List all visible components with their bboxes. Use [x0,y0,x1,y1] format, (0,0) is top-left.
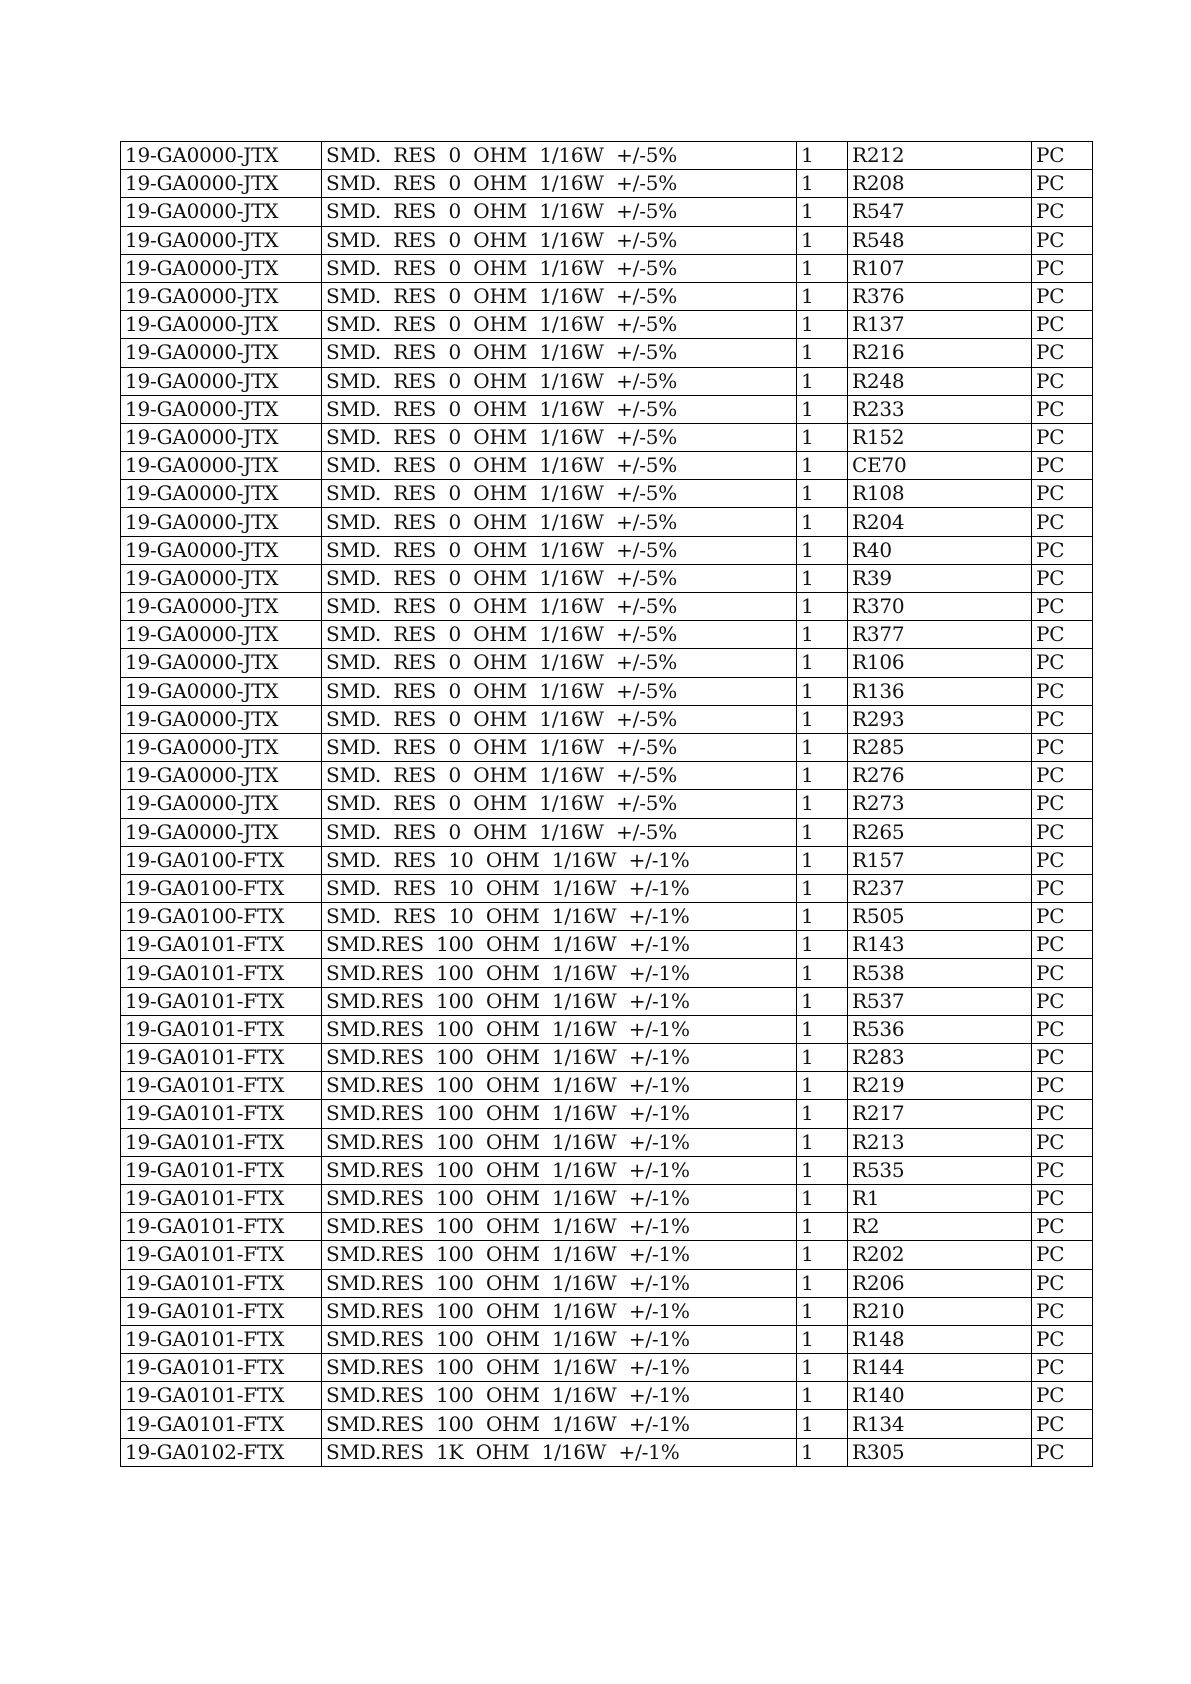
unit-cell: PC [1032,198,1093,226]
quantity-cell: 1 [797,790,848,818]
quantity-cell: 1 [797,1410,848,1438]
part-number-cell: 19-GA0000-JTX [121,282,322,310]
table-row [121,282,1093,310]
reference-designator-cell: R152 [848,423,1032,451]
reference-designator-cell: R148 [848,1325,1032,1353]
description-cell: SMD.RES 100 OHM 1/16W +/-1% [322,1072,797,1100]
reference-designator-cell: R265 [848,818,1032,846]
reference-designator-cell: R273 [848,790,1032,818]
unit-cell: PC [1032,480,1093,508]
description-cell: SMD. RES 0 OHM 1/16W +/-5% [322,762,797,790]
unit-cell: PC [1032,1241,1093,1269]
description-cell: SMD. RES 10 OHM 1/16W +/-1% [322,874,797,902]
quantity-cell: 1 [797,593,848,621]
part-number-cell: 19-GA0101-FTX [121,1410,322,1438]
unit-cell: PC [1032,1438,1093,1466]
quantity-cell: 1 [797,931,848,959]
description-cell: SMD. RES 0 OHM 1/16W +/-5% [322,423,797,451]
quantity-cell: 1 [797,846,848,874]
part-number-cell: 19-GA0000-JTX [121,818,322,846]
description-cell: SMD.RES 1K OHM 1/16W +/-1% [322,1438,797,1466]
part-number-cell: 19-GA0100-FTX [121,846,322,874]
unit-cell: PC [1032,649,1093,677]
table-row [121,1410,1093,1438]
part-number-cell: 19-GA0000-JTX [121,142,322,170]
description-cell: SMD.RES 100 OHM 1/16W +/-1% [322,1184,797,1212]
unit-cell: PC [1032,705,1093,733]
unit-cell: PC [1032,1213,1093,1241]
part-number-cell: 19-GA0000-JTX [121,508,322,536]
table-row [121,1156,1093,1184]
reference-designator-cell: R140 [848,1382,1032,1410]
quantity-cell: 1 [797,733,848,761]
part-number-cell: 19-GA0101-FTX [121,931,322,959]
quantity-cell: 1 [797,818,848,846]
quantity-cell: 1 [797,1100,848,1128]
description-cell: SMD. RES 0 OHM 1/16W +/-5% [322,733,797,761]
description-cell: SMD. RES 0 OHM 1/16W +/-5% [322,452,797,480]
part-number-cell: 19-GA0000-JTX [121,621,322,649]
part-number-cell: 19-GA0101-FTX [121,987,322,1015]
table-row [121,564,1093,592]
description-cell: SMD.RES 100 OHM 1/16W +/-1% [322,1410,797,1438]
reference-designator-cell: R157 [848,846,1032,874]
unit-cell: PC [1032,1410,1093,1438]
quantity-cell: 1 [797,649,848,677]
reference-designator-cell: R206 [848,1269,1032,1297]
unit-cell: PC [1032,339,1093,367]
unit-cell: PC [1032,1100,1093,1128]
table-row [121,1213,1093,1241]
table-row [121,367,1093,395]
description-cell: SMD. RES 10 OHM 1/16W +/-1% [322,903,797,931]
reference-designator-cell: R219 [848,1072,1032,1100]
table-row [121,1269,1093,1297]
table-row [121,874,1093,902]
unit-cell: PC [1032,931,1093,959]
part-number-cell: 19-GA0101-FTX [121,1072,322,1100]
quantity-cell: 1 [797,1382,848,1410]
description-cell: SMD. RES 0 OHM 1/16W +/-5% [322,170,797,198]
table-row [121,1438,1093,1466]
unit-cell: PC [1032,536,1093,564]
part-number-cell: 19-GA0000-JTX [121,339,322,367]
description-cell: SMD.RES 100 OHM 1/16W +/-1% [322,1325,797,1353]
unit-cell: PC [1032,508,1093,536]
unit-cell: PC [1032,1325,1093,1353]
quantity-cell: 1 [797,621,848,649]
description-cell: SMD.RES 100 OHM 1/16W +/-1% [322,987,797,1015]
unit-cell: PC [1032,1297,1093,1325]
description-cell: SMD. RES 0 OHM 1/16W +/-5% [322,508,797,536]
part-number-cell: 19-GA0100-FTX [121,903,322,931]
table-row [121,818,1093,846]
reference-designator-cell: R535 [848,1156,1032,1184]
reference-designator-cell: R370 [848,593,1032,621]
reference-designator-cell: R283 [848,1044,1032,1072]
table-row [121,339,1093,367]
part-number-cell: 19-GA0101-FTX [121,1241,322,1269]
table-row [121,1100,1093,1128]
table-row [121,170,1093,198]
description-cell: SMD.RES 100 OHM 1/16W +/-1% [322,1015,797,1043]
reference-designator-cell: R547 [848,198,1032,226]
part-number-cell: 19-GA0000-JTX [121,733,322,761]
reference-designator-cell: R108 [848,480,1032,508]
part-number-cell: 19-GA0000-JTX [121,423,322,451]
quantity-cell: 1 [797,564,848,592]
quantity-cell: 1 [797,959,848,987]
table-row [121,931,1093,959]
quantity-cell: 1 [797,198,848,226]
quantity-cell: 1 [797,1044,848,1072]
quantity-cell: 1 [797,367,848,395]
description-cell: SMD.RES 100 OHM 1/16W +/-1% [322,1213,797,1241]
reference-designator-cell: R1 [848,1184,1032,1212]
unit-cell: PC [1032,1072,1093,1100]
bom-table-body [121,142,1093,1467]
part-number-cell: 19-GA0000-JTX [121,649,322,677]
reference-designator-cell: R204 [848,508,1032,536]
unit-cell: PC [1032,846,1093,874]
description-cell: SMD.RES 100 OHM 1/16W +/-1% [322,931,797,959]
table-row [121,1015,1093,1043]
part-number-cell: 19-GA0101-FTX [121,1325,322,1353]
reference-designator-cell: R40 [848,536,1032,564]
description-cell: SMD. RES 10 OHM 1/16W +/-1% [322,846,797,874]
quantity-cell: 1 [797,423,848,451]
part-number-cell: 19-GA0000-JTX [121,762,322,790]
part-number-cell: 19-GA0101-FTX [121,1297,322,1325]
unit-cell: PC [1032,874,1093,902]
reference-designator-cell: R293 [848,705,1032,733]
reference-designator-cell: R210 [848,1297,1032,1325]
table-row [121,142,1093,170]
reference-designator-cell: R2 [848,1213,1032,1241]
description-cell: SMD. RES 0 OHM 1/16W +/-5% [322,536,797,564]
unit-cell: PC [1032,1184,1093,1212]
table-row [121,621,1093,649]
description-cell: SMD. RES 0 OHM 1/16W +/-5% [322,677,797,705]
table-row [121,1241,1093,1269]
quantity-cell: 1 [797,339,848,367]
description-cell: SMD. RES 0 OHM 1/16W +/-5% [322,564,797,592]
description-cell: SMD.RES 100 OHM 1/16W +/-1% [322,1354,797,1382]
quantity-cell: 1 [797,1241,848,1269]
reference-designator-cell: R233 [848,395,1032,423]
part-number-cell: 19-GA0000-JTX [121,367,322,395]
part-number-cell: 19-GA0101-FTX [121,1015,322,1043]
reference-designator-cell: R285 [848,733,1032,761]
unit-cell: PC [1032,593,1093,621]
quantity-cell: 1 [797,254,848,282]
part-number-cell: 19-GA0101-FTX [121,1128,322,1156]
quantity-cell: 1 [797,536,848,564]
unit-cell: PC [1032,282,1093,310]
unit-cell: PC [1032,903,1093,931]
unit-cell: PC [1032,762,1093,790]
reference-designator-cell: R537 [848,987,1032,1015]
description-cell: SMD. RES 0 OHM 1/16W +/-5% [322,649,797,677]
part-number-cell: 19-GA0000-JTX [121,536,322,564]
unit-cell: PC [1032,790,1093,818]
table-row [121,508,1093,536]
reference-designator-cell: R217 [848,1100,1032,1128]
unit-cell: PC [1032,1269,1093,1297]
table-row [121,536,1093,564]
quantity-cell: 1 [797,677,848,705]
description-cell: SMD. RES 0 OHM 1/16W +/-5% [322,311,797,339]
description-cell: SMD.RES 100 OHM 1/16W +/-1% [322,1382,797,1410]
part-number-cell: 19-GA0101-FTX [121,959,322,987]
reference-designator-cell: R248 [848,367,1032,395]
quantity-cell: 1 [797,282,848,310]
description-cell: SMD. RES 0 OHM 1/16W +/-5% [322,705,797,733]
bom-table [120,141,1093,1467]
description-cell: SMD. RES 0 OHM 1/16W +/-5% [322,818,797,846]
unit-cell: PC [1032,1128,1093,1156]
reference-designator-cell: R377 [848,621,1032,649]
reference-designator-cell: R212 [848,142,1032,170]
unit-cell: PC [1032,170,1093,198]
part-number-cell: 19-GA0000-JTX [121,790,322,818]
description-cell: SMD. RES 0 OHM 1/16W +/-5% [322,339,797,367]
description-cell: SMD. RES 0 OHM 1/16W +/-5% [322,480,797,508]
unit-cell: PC [1032,254,1093,282]
reference-designator-cell: R39 [848,564,1032,592]
description-cell: SMD.RES 100 OHM 1/16W +/-1% [322,1156,797,1184]
description-cell: SMD. RES 0 OHM 1/16W +/-5% [322,395,797,423]
quantity-cell: 1 [797,226,848,254]
part-number-cell: 19-GA0101-FTX [121,1156,322,1184]
part-number-cell: 19-GA0000-JTX [121,480,322,508]
part-number-cell: 19-GA0101-FTX [121,1269,322,1297]
unit-cell: PC [1032,423,1093,451]
unit-cell: PC [1032,733,1093,761]
reference-designator-cell: R137 [848,311,1032,339]
quantity-cell: 1 [797,452,848,480]
table-row [121,1382,1093,1410]
table-row [121,198,1093,226]
unit-cell: PC [1032,1382,1093,1410]
description-cell: SMD. RES 0 OHM 1/16W +/-5% [322,226,797,254]
reference-designator-cell: R208 [848,170,1032,198]
description-cell: SMD. RES 0 OHM 1/16W +/-5% [322,142,797,170]
quantity-cell: 1 [797,1354,848,1382]
table-row [121,987,1093,1015]
description-cell: SMD. RES 0 OHM 1/16W +/-5% [322,198,797,226]
part-number-cell: 19-GA0102-FTX [121,1438,322,1466]
reference-designator-cell: R202 [848,1241,1032,1269]
table-row [121,480,1093,508]
description-cell: SMD.RES 100 OHM 1/16W +/-1% [322,1297,797,1325]
part-number-cell: 19-GA0101-FTX [121,1213,322,1241]
part-number-cell: 19-GA0101-FTX [121,1382,322,1410]
table-row [121,226,1093,254]
reference-designator-cell: R213 [848,1128,1032,1156]
part-number-cell: 19-GA0000-JTX [121,564,322,592]
part-number-cell: 19-GA0101-FTX [121,1354,322,1382]
part-number-cell: 19-GA0000-JTX [121,395,322,423]
part-number-cell: 19-GA0000-JTX [121,593,322,621]
quantity-cell: 1 [797,1269,848,1297]
quantity-cell: 1 [797,1297,848,1325]
quantity-cell: 1 [797,142,848,170]
quantity-cell: 1 [797,705,848,733]
quantity-cell: 1 [797,480,848,508]
table-row [121,677,1093,705]
part-number-cell: 19-GA0000-JTX [121,170,322,198]
unit-cell: PC [1032,677,1093,705]
quantity-cell: 1 [797,395,848,423]
table-row [121,452,1093,480]
table-row [121,311,1093,339]
table-row [121,733,1093,761]
description-cell: SMD. RES 0 OHM 1/16W +/-5% [322,621,797,649]
quantity-cell: 1 [797,1156,848,1184]
part-number-cell: 19-GA0000-JTX [121,254,322,282]
reference-designator-cell: R376 [848,282,1032,310]
description-cell: SMD.RES 100 OHM 1/16W +/-1% [322,1044,797,1072]
description-cell: SMD. RES 0 OHM 1/16W +/-5% [322,282,797,310]
description-cell: SMD.RES 100 OHM 1/16W +/-1% [322,1269,797,1297]
reference-designator-cell: R305 [848,1438,1032,1466]
table-row [121,423,1093,451]
part-number-cell: 19-GA0000-JTX [121,677,322,705]
reference-designator-cell: R538 [848,959,1032,987]
table-row [121,1297,1093,1325]
quantity-cell: 1 [797,987,848,1015]
quantity-cell: 1 [797,311,848,339]
unit-cell: PC [1032,142,1093,170]
reference-designator-cell: R276 [848,762,1032,790]
reference-designator-cell: R134 [848,1410,1032,1438]
unit-cell: PC [1032,1156,1093,1184]
unit-cell: PC [1032,311,1093,339]
unit-cell: PC [1032,959,1093,987]
table-row [121,846,1093,874]
part-number-cell: 19-GA0000-JTX [121,452,322,480]
table-row [121,1128,1093,1156]
description-cell: SMD.RES 100 OHM 1/16W +/-1% [322,1241,797,1269]
part-number-cell: 19-GA0101-FTX [121,1184,322,1212]
part-number-cell: 19-GA0000-JTX [121,198,322,226]
unit-cell: PC [1032,1044,1093,1072]
description-cell: SMD. RES 0 OHM 1/16W +/-5% [322,367,797,395]
table-row [121,1325,1093,1353]
unit-cell: PC [1032,564,1093,592]
unit-cell: PC [1032,452,1093,480]
reference-designator-cell: R216 [848,339,1032,367]
reference-designator-cell: R143 [848,931,1032,959]
quantity-cell: 1 [797,874,848,902]
table-row [121,1354,1093,1382]
reference-designator-cell: R136 [848,677,1032,705]
part-number-cell: 19-GA0000-JTX [121,311,322,339]
reference-designator-cell: R106 [848,649,1032,677]
unit-cell: PC [1032,395,1093,423]
part-number-cell: 19-GA0000-JTX [121,705,322,733]
table-row [121,762,1093,790]
part-number-cell: 19-GA0101-FTX [121,1100,322,1128]
table-row [121,959,1093,987]
quantity-cell: 1 [797,508,848,536]
quantity-cell: 1 [797,1184,848,1212]
table-row [121,1044,1093,1072]
part-number-cell: 19-GA0000-JTX [121,226,322,254]
table-row [121,395,1093,423]
part-number-cell: 19-GA0101-FTX [121,1044,322,1072]
unit-cell: PC [1032,226,1093,254]
reference-designator-cell: CE70 [848,452,1032,480]
unit-cell: PC [1032,1015,1093,1043]
table-row [121,903,1093,931]
unit-cell: PC [1032,987,1093,1015]
table-row [121,593,1093,621]
unit-cell: PC [1032,818,1093,846]
unit-cell: PC [1032,1354,1093,1382]
reference-designator-cell: R144 [848,1354,1032,1382]
table-row [121,254,1093,282]
quantity-cell: 1 [797,1072,848,1100]
quantity-cell: 1 [797,170,848,198]
table-row [121,1184,1093,1212]
quantity-cell: 1 [797,1325,848,1353]
table-row [121,1072,1093,1100]
reference-designator-cell: R107 [848,254,1032,282]
quantity-cell: 1 [797,1015,848,1043]
reference-designator-cell: R548 [848,226,1032,254]
quantity-cell: 1 [797,1438,848,1466]
part-number-cell: 19-GA0100-FTX [121,874,322,902]
unit-cell: PC [1032,621,1093,649]
reference-designator-cell: R536 [848,1015,1032,1043]
description-cell: SMD. RES 0 OHM 1/16W +/-5% [322,790,797,818]
table-row [121,705,1093,733]
description-cell: SMD. RES 0 OHM 1/16W +/-5% [322,254,797,282]
description-cell: SMD.RES 100 OHM 1/16W +/-1% [322,1128,797,1156]
quantity-cell: 1 [797,1128,848,1156]
table-row [121,790,1093,818]
reference-designator-cell: R505 [848,903,1032,931]
unit-cell: PC [1032,367,1093,395]
quantity-cell: 1 [797,903,848,931]
description-cell: SMD. RES 0 OHM 1/16W +/-5% [322,593,797,621]
quantity-cell: 1 [797,1213,848,1241]
table-row [121,649,1093,677]
quantity-cell: 1 [797,762,848,790]
description-cell: SMD.RES 100 OHM 1/16W +/-1% [322,1100,797,1128]
description-cell: SMD.RES 100 OHM 1/16W +/-1% [322,959,797,987]
reference-designator-cell: R237 [848,874,1032,902]
